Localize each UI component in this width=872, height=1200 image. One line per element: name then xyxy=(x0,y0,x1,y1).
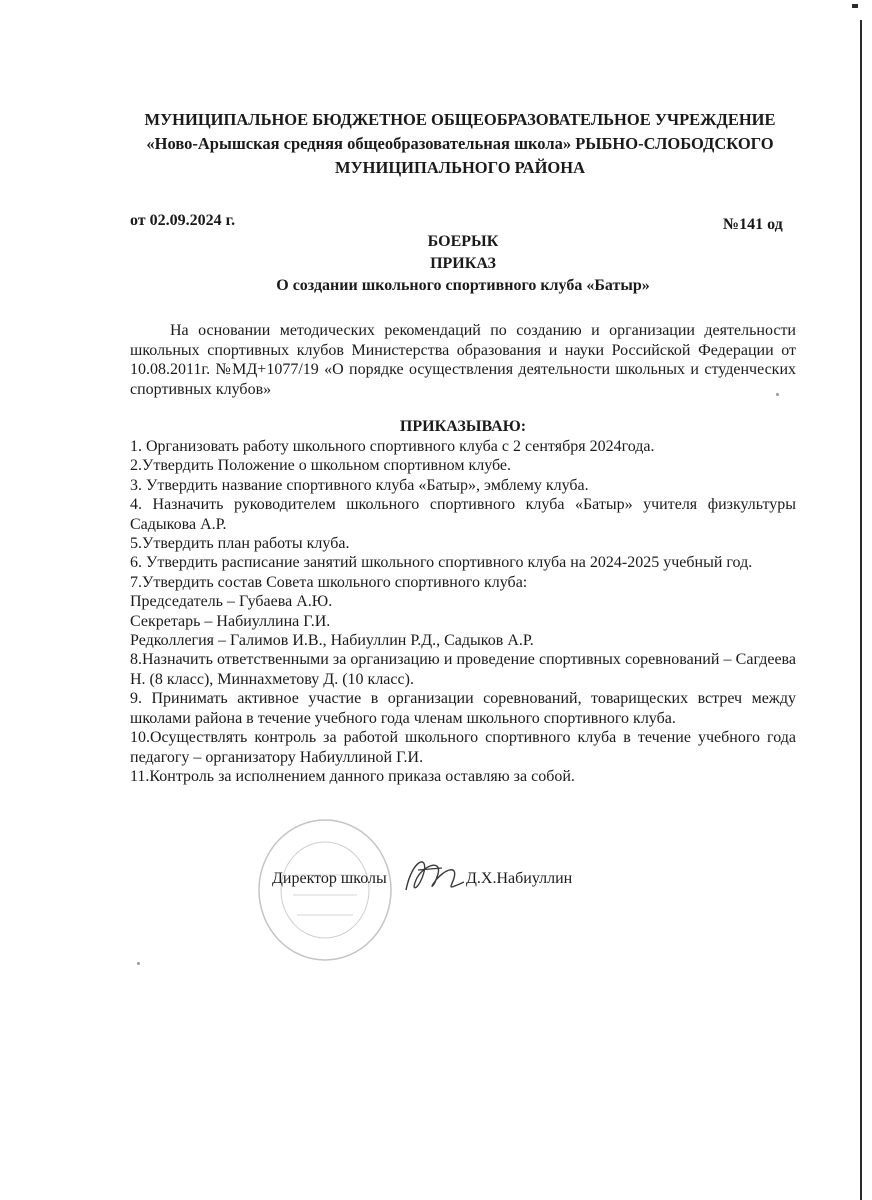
order-item: 8.Назначить ответственными за организацию и проведение спортивных соревнований – Сагдеева Н. (8 класс), Миннахметову Д. (10 класс). xyxy=(130,651,796,688)
order-number: №141 од xyxy=(723,216,783,233)
header-line-3: МУНИЦИПАЛЬНОГО РАЙОНА xyxy=(335,158,585,177)
order-item: 1. Организовать работу школьного спортивного клуба с 2 сентября 2024года. xyxy=(130,438,655,455)
order-item: 11.Контроль за исполнением данного приказа оставляю за собой. xyxy=(130,767,575,785)
council-member: Редколлегия – Галимов И.В., Набиуллин Р.Д., Садыков А.Р. xyxy=(130,632,534,650)
header-line-1: МУНИЦИПАЛЬНОЕ БЮДЖЕТНОЕ ОБЩЕОБРАЗОВАТЕЛЬНОЕ УЧРЕЖДЕНИЕ xyxy=(144,110,776,129)
institution-header xyxy=(100,108,820,180)
council-member: Секретарь – Набиуллина Г.И. xyxy=(130,612,331,630)
order-heading: ПРИКАЗЫВАЮ: xyxy=(399,418,527,435)
signer-name: Д.Х.Набиуллин xyxy=(466,870,573,887)
header-line-2: «Ново-Арышская средняя общеобразовательная школа» РЫБНО-СЛОБОДСКОГО xyxy=(146,134,774,153)
document-title xyxy=(130,231,796,297)
intro-paragraph: На основании методических рекомендаций по созданию и организации деятельности школьных спортивных клубов Министерства образования и науки Российской Федерации от 10.08.2011г. №МД+1077/19 «О порядке осуществления деятельности школьных и студенческих спортивных клубов» xyxy=(130,322,796,398)
order-item: 4. Назначить руководителем школьного спортивного клуба «Батыр» учителя физкультуры Садыкова А.Р. xyxy=(130,496,796,533)
scan-speck xyxy=(137,962,140,965)
order-item: 7.Утвердить состав Совета школьного спортивного клуба: xyxy=(130,573,528,591)
council-member: Председатель – Губаева А.Ю. xyxy=(130,593,333,611)
director-signature-icon xyxy=(398,850,473,900)
order-item: 3. Утвердить название спортивного клуба «Батыр», эмблему клуба. xyxy=(130,476,589,494)
title-russian: ПРИКАЗ xyxy=(430,255,496,272)
scan-mark xyxy=(852,4,858,8)
scan-speck xyxy=(776,393,779,396)
scan-edge-line xyxy=(860,20,862,1200)
order-item: 6. Утвердить расписание занятий школьного спортивного клуба на 2024-2025 учебный год. xyxy=(130,554,753,572)
title-tatar: БОЕРЫК xyxy=(427,233,499,250)
school-stamp-icon xyxy=(255,815,395,965)
order-items xyxy=(130,437,796,786)
title-subject: О создании школьного спортивного клуба «Батыр» xyxy=(276,277,650,294)
order-item: 2.Утвердить Положение о школьном спортивном клубе. xyxy=(130,457,512,475)
order-item: 9. Принимать активное участие в организации соревнований, товарищеских встреч между школами района в течение учебного года членам школьного спортивного клуба. xyxy=(130,690,796,727)
signer-position: Директор школы xyxy=(272,870,387,887)
order-item: 10.Осуществлять контроль за работой школьного спортивного клуба в течение учебного года педагогу – организатору Набиуллиной Г.И. xyxy=(130,729,796,766)
order-item: 5.Утвердить план работы клуба. xyxy=(130,535,350,553)
order-date: от 02.09.2024 г. xyxy=(130,212,236,229)
